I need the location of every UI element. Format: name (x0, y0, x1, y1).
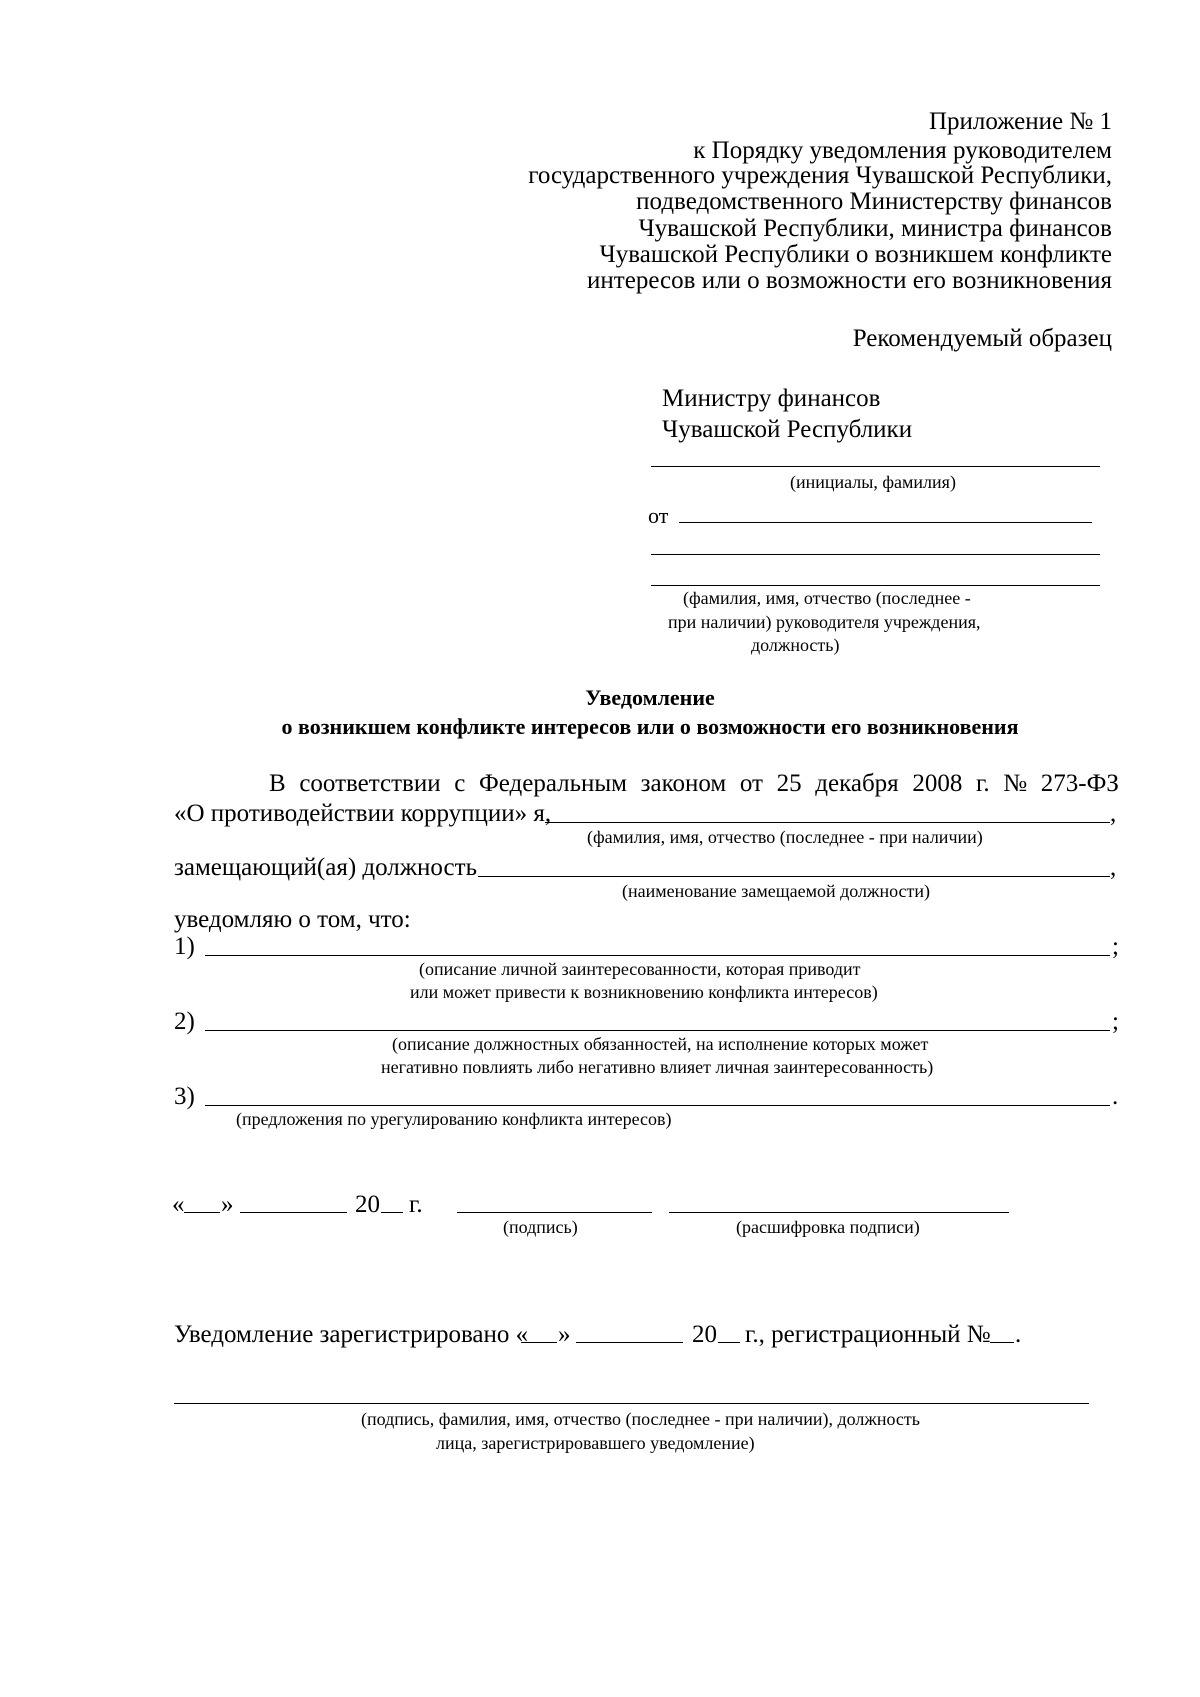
reg-year-line (718, 1342, 740, 1343)
initials-caption: (инициалы, фамилия) (790, 472, 956, 492)
position-line (478, 876, 1110, 877)
signature-line (457, 1212, 652, 1213)
item-caption: (описание должностных обязанностей, на исполнение которых может (392, 1034, 929, 1054)
punctuation: . (1015, 1321, 1022, 1348)
intro-word: 273-ФЗ (1040, 770, 1119, 797)
intro-word: с (454, 770, 466, 797)
position-caption: (наименование замещаемой должности) (622, 881, 931, 901)
reg-year-prefix: 20 (692, 1321, 717, 1348)
intro-word: 2008 (912, 770, 963, 797)
signature-caption: (подпись) (503, 1217, 578, 1237)
addressee-line: Чувашской Республики (662, 416, 913, 443)
notify-label: уведомляю о том, что: (174, 906, 411, 933)
appendix-line: подведомственного Министерству финансов (636, 188, 1112, 215)
year-suffix: г. (409, 1191, 423, 1218)
reg-day-line (521, 1342, 557, 1343)
date-quote-open: « (172, 1191, 185, 1218)
intro-word: от (739, 770, 763, 797)
item-caption: негативно повлиять либо негативно влияет личная заинтересованность) (381, 1057, 934, 1077)
sender-caption: (фамилия, имя, отчество (последнее - (683, 588, 971, 608)
date-month-line (240, 1212, 347, 1213)
sender-caption: должность) (751, 635, 840, 655)
intro-word: Федеральным (478, 770, 628, 797)
intro-line-2: «О противодействии коррупции» я, (174, 800, 552, 827)
intro-word: № (1003, 770, 1028, 797)
appendix-title: Приложение № 1 (928, 108, 1112, 135)
registrar-line (174, 1403, 1089, 1404)
fio-caption: (фамилия, имя, отчество (последнее - при наличии) (587, 827, 983, 847)
reg-number-line (990, 1342, 1014, 1343)
registration-text-after: г., регистрационный № (745, 1321, 991, 1348)
intro-line (269, 771, 1119, 796)
item-caption: (описание личной заинтересованности, которая приводит (419, 959, 861, 979)
appendix-line: к Порядку уведомления руководителем (693, 137, 1112, 164)
sender-line (651, 554, 1100, 555)
punctuation: ; (1112, 1008, 1119, 1035)
registration-text: Уведомление зарегистрировано « (174, 1321, 529, 1348)
signature-decode-caption: (расшифровка подписи) (736, 1217, 920, 1237)
intro-word: г. (975, 770, 990, 797)
year-line (381, 1212, 403, 1213)
punctuation: , (1110, 800, 1117, 827)
registrar-caption: лица, зарегистрировавшего уведомление) (436, 1433, 755, 1453)
title-line: Уведомление (585, 685, 715, 710)
item-number: 1) (174, 933, 195, 960)
sender-line (679, 522, 1092, 523)
addressee-line: Министру финансов (662, 385, 881, 412)
registrar-caption: (подпись, фамилия, имя, отчество (последнее - при наличии), должность (361, 1409, 920, 1429)
sender-caption: при наличии) руководителя учреждения, (668, 612, 981, 632)
item-caption: или может привести к возникновению конфликта интересов) (410, 982, 878, 1002)
fio-line (545, 822, 1110, 823)
signature-decode-line (669, 1212, 1009, 1213)
date-quote-close: » (221, 1191, 234, 1218)
position-label: замещающий(ая) должность (174, 854, 477, 881)
reg-month-line (576, 1342, 683, 1343)
title-line: о возникшем конфликте интересов или о возможности его возникновения (281, 714, 1019, 739)
item-line (205, 955, 1110, 956)
intro-word: законом (640, 770, 727, 797)
punctuation: ; (1112, 933, 1119, 960)
appendix-line: Чувашской Республики о возникшем конфликте (599, 241, 1112, 268)
item-number: 3) (174, 1083, 195, 1110)
intro-word: В (269, 770, 286, 797)
appendix-line: Чувашской Республики, министра финансов (638, 215, 1112, 242)
intro-word: декабря (815, 770, 899, 797)
punctuation: , (1110, 854, 1117, 881)
item-number: 2) (174, 1008, 195, 1035)
item-line (205, 1105, 1110, 1106)
from-label: от (648, 503, 669, 528)
sender-line (651, 585, 1100, 586)
intro-word: 25 (776, 770, 802, 797)
sample-label: Рекомендуемый образец (852, 325, 1112, 352)
item-caption: (предложения по урегулированию конфликта интересов) (236, 1109, 672, 1129)
intro-word: соответствии (299, 770, 441, 797)
date-day-line (184, 1212, 220, 1213)
punctuation: . (1112, 1083, 1119, 1110)
year-prefix: 20 (355, 1191, 380, 1218)
item-line (205, 1030, 1110, 1031)
appendix-line: государственного учреждения Чувашской Республики, (528, 162, 1112, 189)
appendix-line: интересов или о возможности его возникновения (587, 267, 1112, 294)
initials-line (651, 466, 1100, 467)
reg-quote-close: » (558, 1321, 571, 1348)
